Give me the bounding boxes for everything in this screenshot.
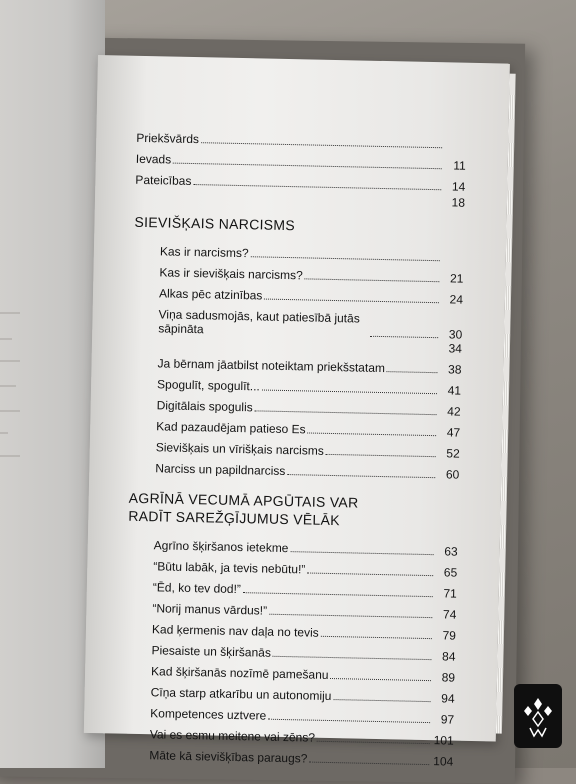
- toc-page: 60: [437, 467, 459, 481]
- toc-dots: [137, 200, 441, 206]
- toc-page: 104: [431, 754, 453, 768]
- toc-label: Spogulīt, spogulīt...: [157, 377, 260, 393]
- toc-dots: [326, 454, 436, 457]
- toc-page: 24: [441, 292, 463, 306]
- toc-label: Māte kā sievišķības paraugs?: [149, 748, 307, 765]
- toc-page: 101: [432, 733, 454, 747]
- toc-dots: [370, 336, 438, 338]
- toc-label: Priekšvārds: [136, 131, 199, 146]
- toc-label: Digitālais spogulis: [157, 398, 253, 414]
- toc-row: [132, 300, 463, 342]
- toc-label: Kad ķermenis nav daļa no tevis: [152, 622, 319, 639]
- toc-page: 14: [443, 179, 465, 193]
- toc-page: 38: [439, 362, 461, 376]
- toc-dots: [321, 636, 432, 639]
- toc-dots: [333, 699, 430, 702]
- toc-page: 18: [443, 195, 465, 209]
- toc-page: 30: [440, 327, 462, 341]
- toc-page: 11: [444, 158, 466, 172]
- right-page: [84, 55, 510, 741]
- toc-dots: [305, 278, 440, 282]
- table-of-contents: [123, 124, 466, 769]
- toc-label: Kas ir sievišķais narcisms?: [159, 265, 303, 282]
- toc-label: Narciss un papildnarciss: [155, 461, 285, 478]
- toc-page: 41: [439, 383, 461, 397]
- toc-label: Ja bērnam jāatbilst noteiktam priekšstatam: [157, 356, 385, 375]
- toc-label: Kas ir narcisms?: [160, 244, 249, 260]
- toc-page: 21: [441, 271, 463, 285]
- toc-page: 94: [432, 691, 454, 705]
- toc-dots: [287, 474, 435, 478]
- toc-page: 34: [440, 341, 462, 355]
- toc-dots: [317, 741, 430, 744]
- section-heading: AGRĪNĀ VECUMĀ APGŪTAIS VAR RADĪT SAREŽĢĪJUMUS VĒLĀK: [128, 489, 389, 530]
- toc-dots: [307, 572, 433, 576]
- toc-label: Piesaiste un šķiršanās: [151, 643, 271, 659]
- toc-label: Kad šķiršanās nozīmē pamešanu: [151, 664, 329, 682]
- toc-dots: [330, 678, 431, 681]
- toc-page: 65: [435, 565, 457, 579]
- toc-label: “Ēd, ko tev dod!”: [153, 580, 241, 596]
- toc-label: Viņa sadusmojās, kaut patiesībā jutās sāpināta: [158, 307, 369, 339]
- toc-page: 63: [436, 544, 458, 558]
- section-heading: SIEVIŠĶAIS NARCISMS: [134, 213, 464, 238]
- toc-page: 74: [434, 607, 456, 621]
- toc-label: “Būtu labāk, ja tevis nebūtu!”: [153, 559, 305, 576]
- toc-page: 42: [438, 404, 460, 418]
- toc-label: Kad pazaudējam patieso Es: [156, 419, 306, 436]
- toc-label: Cīņa starp atkarību un autonomiju: [151, 685, 332, 703]
- toc-page: 97: [432, 712, 454, 726]
- toc-label: Kompetences uztvere: [150, 706, 266, 722]
- toc-label: Ievads: [136, 152, 172, 167]
- publisher-logo-icon: [514, 684, 562, 748]
- toc-page: 71: [435, 586, 457, 600]
- toc-page: 79: [434, 628, 456, 642]
- toc-label: Sievišķais un vīrišķais narcisms: [156, 440, 324, 458]
- toc-dots: [290, 551, 433, 555]
- toc-label: Vai es esmu meitene vai zēns?: [150, 727, 315, 744]
- toc-page: 89: [433, 670, 455, 684]
- toc-page: 52: [438, 446, 460, 460]
- toc-dots: [387, 371, 438, 373]
- toc-label: Pateicības: [135, 173, 191, 188]
- toc-page: 47: [438, 425, 460, 439]
- toc-label: Alkas pēc atzinības: [159, 286, 263, 302]
- toc-dots: [309, 762, 429, 766]
- toc-label: “Norij manus vārdus!”: [152, 601, 267, 617]
- toc-dots: [308, 432, 437, 436]
- toc-page: 84: [433, 649, 455, 663]
- toc-label: Agrīno šķiršanos ietekme: [154, 538, 289, 555]
